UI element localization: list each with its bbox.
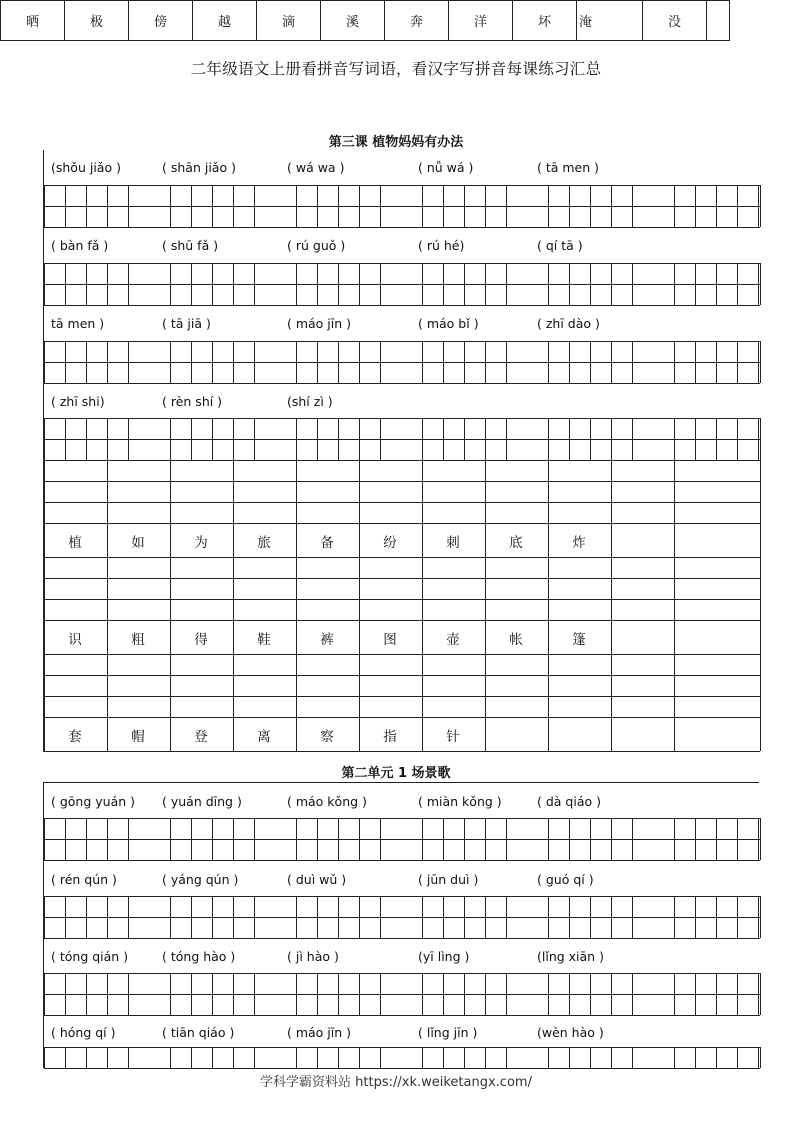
review-char-cell[interactable]: 没 [643, 1, 707, 41]
pinyin-answer-cell[interactable] [296, 557, 359, 620]
writing-box[interactable] [65, 418, 86, 460]
unit2-frame [43, 783, 760, 1068]
pinyin-prompt: ( máo jīn ) [287, 316, 352, 331]
page-title: 二年级语文上册看拼音写词语，看汉字写拼音每课练习汇总 [190, 60, 602, 78]
pinyin-row [44, 158, 760, 179]
pinyin-answer-cell[interactable] [44, 654, 107, 717]
pinyin-prompt: ( miàn kǒng ) [418, 794, 502, 809]
pinyin-prompt: ( rú guǒ ) [287, 238, 346, 253]
pinyin-prompt: ( tā men ) [537, 160, 600, 175]
pinyin-answer-cell[interactable] [359, 557, 422, 620]
hanzi-prompt: 备 [320, 535, 334, 551]
pinyin-answer-cell[interactable] [548, 654, 611, 717]
writing-grid [44, 341, 760, 383]
writing-box[interactable] [44, 263, 65, 305]
hanzi-prompt: 如 [131, 535, 145, 551]
writing-box[interactable] [65, 973, 86, 1015]
hanzi-prompt: 帐 [509, 632, 523, 648]
hanzi-row [44, 717, 760, 751]
pinyin-prompt: ( rú hé) [418, 238, 465, 253]
pinyin-answer-cell[interactable] [422, 654, 485, 717]
pinyin-answer-cell[interactable] [611, 460, 674, 523]
pinyin-prompt: ( hóng qí ) [51, 1025, 116, 1040]
pinyin-prompt: ( yáng qún ) [162, 872, 239, 887]
pinyin-prompt: (shí zì ) [287, 394, 333, 409]
review-char-cell[interactable]: 洋 [449, 1, 513, 41]
hanzi-prompt: 篷 [572, 632, 586, 648]
pinyin-prompt: ( duì wǔ ) [287, 872, 347, 887]
pinyin-answer-cell[interactable] [44, 557, 107, 620]
pinyin-answer-cell[interactable] [233, 557, 296, 620]
pinyin-prompt: ( tóng hào ) [162, 949, 236, 964]
hanzi-prompt: 裤 [320, 632, 334, 648]
writing-box[interactable] [107, 263, 128, 305]
pinyin-answer-cell[interactable] [296, 654, 359, 717]
pinyin-answer-cell[interactable] [233, 654, 296, 717]
unit2-heading: 第二单元 1 场景歌 [341, 766, 451, 781]
pinyin-prompt: ( nǚ wá ) [418, 160, 474, 175]
writing-box[interactable] [65, 185, 86, 227]
review-char-cell[interactable]: 越 [193, 1, 257, 41]
pinyin-answer-cell[interactable] [674, 460, 760, 523]
pinyin-prompt: (shǒu jiǎo ) [51, 160, 121, 175]
pinyin-writing-block [44, 557, 760, 620]
review-char-cell[interactable]: 奔 [385, 1, 449, 41]
writing-box[interactable] [107, 896, 128, 938]
hanzi-prompt: 识 [68, 632, 82, 648]
writing-box[interactable] [65, 818, 86, 860]
writing-box[interactable] [86, 418, 107, 460]
review-character-table [0, 0, 730, 41]
writing-grid [44, 418, 760, 460]
hanzi-prompt: 图 [383, 632, 397, 648]
pinyin-answer-cell[interactable] [485, 654, 548, 717]
writing-box[interactable] [44, 341, 65, 383]
pinyin-answer-cell[interactable] [548, 460, 611, 523]
review-char-cell[interactable]: 极 [65, 1, 129, 41]
writing-box[interactable] [86, 341, 107, 383]
writing-box[interactable] [65, 341, 86, 383]
writing-box[interactable] [86, 263, 107, 305]
pinyin-row [44, 1023, 760, 1044]
hanzi-prompt: 察 [320, 729, 334, 745]
hanzi-row [44, 620, 760, 654]
writing-box[interactable] [44, 185, 65, 227]
writing-grid [44, 1047, 760, 1068]
lesson3-frame [43, 150, 760, 752]
pinyin-answer-cell[interactable] [296, 460, 359, 523]
writing-box[interactable] [107, 418, 128, 460]
pinyin-prompt: ( yuán dīng ) [162, 794, 242, 809]
pinyin-prompt: ( shū fǎ ) [162, 238, 219, 253]
pinyin-prompt: ( jūn duì ) [418, 872, 479, 887]
writing-box[interactable] [107, 973, 128, 1015]
writing-box[interactable] [44, 418, 65, 460]
writing-box[interactable] [107, 185, 128, 227]
pinyin-prompt: ( qí tā ) [537, 238, 583, 253]
hanzi-prompt: 离 [257, 729, 271, 745]
writing-box[interactable] [44, 896, 65, 938]
review-blank-cell [707, 1, 730, 41]
pinyin-answer-cell[interactable] [485, 557, 548, 620]
pinyin-answer-cell[interactable] [107, 460, 170, 523]
pinyin-answer-cell[interactable] [359, 654, 422, 717]
review-char-cell[interactable]: 淹 [577, 1, 643, 41]
pinyin-prompt: ( máo jīn ) [287, 1025, 352, 1040]
hanzi-prompt: 指 [383, 729, 397, 745]
pinyin-answer-cell[interactable] [674, 557, 760, 620]
hanzi-prompt: 鞋 [257, 632, 271, 648]
hanzi-prompt: 粗 [131, 632, 145, 648]
pinyin-prompt: (lǐng xiān ) [537, 949, 604, 964]
writing-box[interactable] [86, 896, 107, 938]
pinyin-prompt: ( zhī shi) [51, 394, 105, 409]
pinyin-prompt: (yī lìng ) [418, 949, 470, 964]
writing-box[interactable] [107, 818, 128, 860]
footer-watermark: 学科学霸资料站 https://xk.weiketangx.com/ [260, 1075, 532, 1090]
pinyin-prompt: ( máo bǐ ) [418, 316, 479, 331]
writing-grid [44, 973, 760, 1015]
hanzi-prompt: 登 [194, 729, 208, 745]
pinyin-prompt: ( rén qún ) [51, 872, 117, 887]
pinyin-answer-cell[interactable] [107, 654, 170, 717]
hanzi-prompt: 帽 [131, 729, 145, 745]
pinyin-row [44, 947, 760, 968]
hanzi-prompt: 壶 [446, 632, 460, 648]
writing-grid [44, 185, 760, 227]
pinyin-answer-cell[interactable] [44, 460, 107, 523]
hanzi-prompt: 纷 [383, 535, 397, 551]
hanzi-row [44, 523, 760, 557]
pinyin-prompt: ( bàn fǎ ) [51, 238, 109, 253]
lesson3-heading: 第三课 植物妈妈有办法 [328, 135, 464, 150]
pinyin-answer-cell[interactable] [107, 557, 170, 620]
pinyin-prompt: ( lǐng jīn ) [418, 1025, 478, 1040]
pinyin-answer-cell[interactable] [548, 557, 611, 620]
hanzi-prompt: 底 [509, 535, 523, 551]
writing-box[interactable] [65, 263, 86, 305]
review-char-cell[interactable]: 傍 [129, 1, 193, 41]
pinyin-prompt: ( tiān qiáo ) [162, 1025, 235, 1040]
pinyin-answer-cell[interactable] [233, 460, 296, 523]
pinyin-answer-cell[interactable] [170, 460, 233, 523]
writing-box[interactable] [86, 818, 107, 860]
pinyin-prompt: ( jì hào ) [287, 949, 339, 964]
writing-grid [44, 263, 760, 305]
hanzi-prompt: 旅 [257, 535, 271, 551]
pinyin-prompt: ( tóng qián ) [51, 949, 129, 964]
pinyin-row [44, 314, 760, 335]
hanzi-prompt: 刺 [446, 535, 460, 551]
pinyin-prompt: ( guó qí ) [537, 872, 594, 887]
pinyin-answer-cell[interactable] [359, 460, 422, 523]
pinyin-answer-cell[interactable] [422, 557, 485, 620]
writing-grid [44, 896, 760, 938]
pinyin-row [44, 792, 760, 813]
pinyin-answer-cell[interactable] [674, 654, 760, 717]
pinyin-row [44, 392, 760, 413]
pinyin-answer-cell[interactable] [422, 460, 485, 523]
pinyin-prompt: ( zhī dào ) [537, 316, 600, 331]
pinyin-prompt: ( gōng yuán ) [51, 794, 136, 809]
review-char-cell[interactable]: 滴 [257, 1, 321, 41]
pinyin-prompt: ( máo kǒng ) [287, 794, 367, 809]
writing-box[interactable] [44, 973, 65, 1015]
pinyin-writing-block [44, 654, 760, 717]
pinyin-row [44, 236, 760, 257]
pinyin-answer-cell[interactable] [170, 557, 233, 620]
writing-box[interactable] [86, 185, 107, 227]
pinyin-writing-block [44, 460, 760, 523]
writing-box[interactable] [86, 973, 107, 1015]
pinyin-answer-cell[interactable] [611, 654, 674, 717]
review-char-cell[interactable]: 溪 [321, 1, 385, 41]
hanzi-prompt: 为 [194, 535, 208, 551]
pinyin-prompt: ( dà qiáo ) [537, 794, 601, 809]
hanzi-prompt: 植 [68, 535, 82, 551]
hanzi-prompt: 炸 [572, 535, 586, 551]
review-char-cell[interactable]: 晒 [1, 1, 65, 41]
pinyin-row [44, 870, 760, 891]
pinyin-prompt: ( wá wa ) [287, 160, 345, 175]
hanzi-prompt: 针 [446, 729, 460, 745]
pinyin-prompt: ( rèn shí ) [162, 394, 223, 409]
writing-box[interactable] [107, 341, 128, 383]
hanzi-prompt: 套 [68, 729, 82, 745]
review-char-cell[interactable]: 坏 [513, 1, 577, 41]
hanzi-prompt: 得 [194, 632, 208, 648]
pinyin-prompt: tā men ) [51, 316, 105, 331]
pinyin-answer-cell[interactable] [485, 460, 548, 523]
pinyin-answer-cell[interactable] [170, 654, 233, 717]
pinyin-answer-cell[interactable] [611, 557, 674, 620]
pinyin-prompt: ( tā jiā ) [162, 316, 211, 331]
pinyin-prompt: ( shān jiǎo ) [162, 160, 236, 175]
writing-box[interactable] [65, 896, 86, 938]
writing-grid [44, 818, 760, 860]
pinyin-prompt: (wèn hào ) [537, 1025, 604, 1040]
writing-box[interactable] [44, 818, 65, 860]
